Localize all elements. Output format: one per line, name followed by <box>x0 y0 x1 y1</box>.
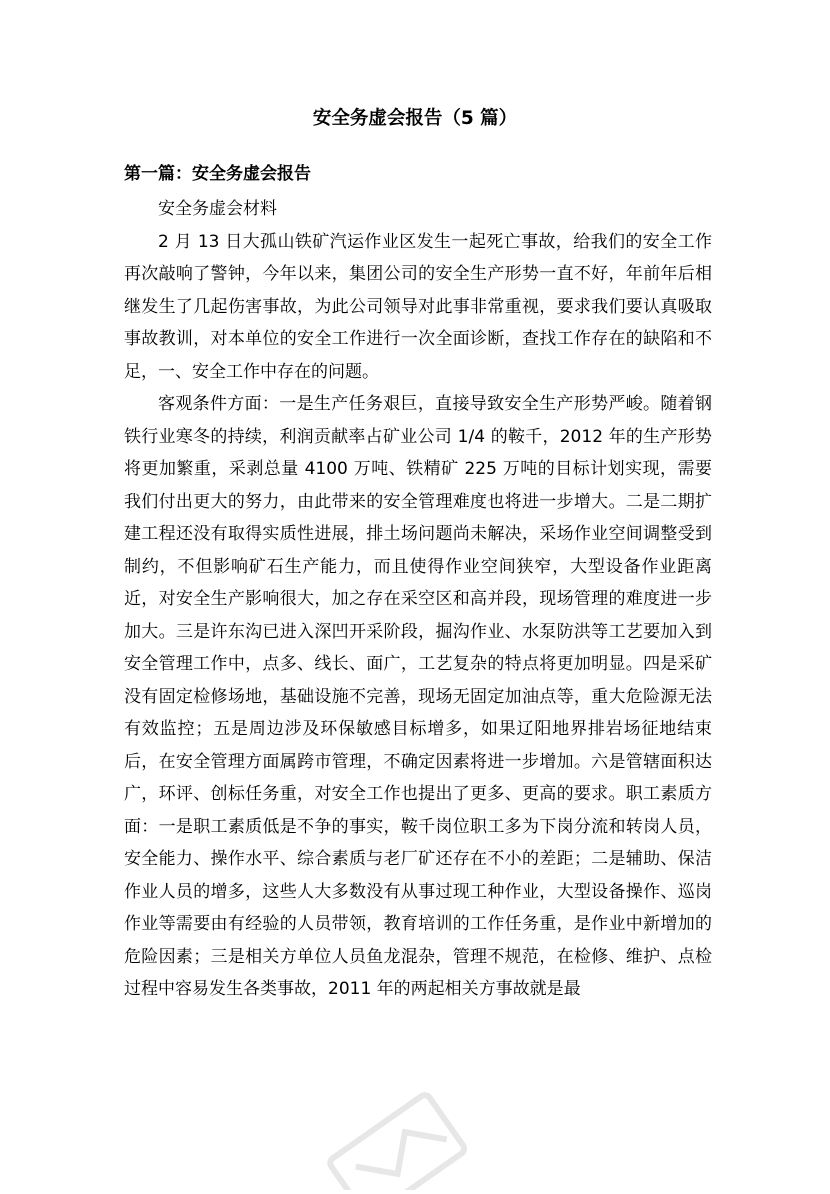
document-body <box>124 193 712 1006</box>
paragraph-intro: 2 月 13 日大孤山铁矿汽运作业区发生一起死亡事故，给我们的安全工作再次敲响了警钟，今年以来，集团公司的安全生产形势一直不好，年前年后相继发生了几起伤害事故，为此公司领导对此事非常重视，要求我们要认真吸取事故教训，对本单位的安全工作进行一次全面诊断，查找工作存在的缺陷和不足，一、安全工作中存在的问题。 <box>124 231 712 382</box>
paragraph-material-title: 安全务虚会材料 <box>158 199 277 219</box>
document-title: 安全务虚会报告（5 篇） <box>312 108 518 129</box>
paragraph-objective-conditions: 客观条件方面：一是生产任务艰巨，直接导致安全生产形势严峻。随着钢铁行业寒冬的持续，利润贡献率占矿业公司 1/4 的鞍千，2012 年的生产形势将更加繁重，采剥总量 4100 万吨、铁精矿 225 万吨的目标计划实现，需要我们付出更大的努力，由此带来的安全管理难度也将进一步增大。二是二期扩建工程还没有取得实质性进展，排土场问题尚未解决，采场作业空间调整受到制约，不但影响矿石生产能力，而且使得作业空间狭窄，大型设备作业距离近，对安全生产影响很大，加之存在采空区和高并段，现场管理的难度进一步加大。三是许东沟已进入深凹开采阶段，掘沟作业、水泵防洪等工艺要加入到安全管理工作中，点多、线长、面广，工艺复杂的特点将更加明显。四是采矿没有固定检修场地，基础设施不完善，现场无固定加油点等，重大危险源无法有效监控；五是周边涉及环保敏感目标增多，如果辽阳地界排岩场征地结束后，在安全管理方面属跨市管理，不确定因素将进一步增加。六是管辖面积达广，环评、创标任务重，对安全工作也提出了更多、更高的要求。职工素质方面：一是职工素质低是不争的事实，鞍千岗位职工多为下岗分流和转岗人员，安全能力、操作水平、综合素质与老厂矿还存在不小的差距；二是辅助、保洁作业人员的增多，这些人大多数没有从事过现工种作业，大型设备操作、巡岗作业等需要由有经验的人员带领，教育培训的工作任务重，是作业中新增加的危险因素；三是相关方单位人员鱼龙混杂，管理不规范，在检修、维护、点检过程中容易发生各类事故，2011 年的两起相关方事故就是最 <box>124 394 712 999</box>
section-heading: 第一篇：安全务虚会报告 <box>124 164 311 184</box>
